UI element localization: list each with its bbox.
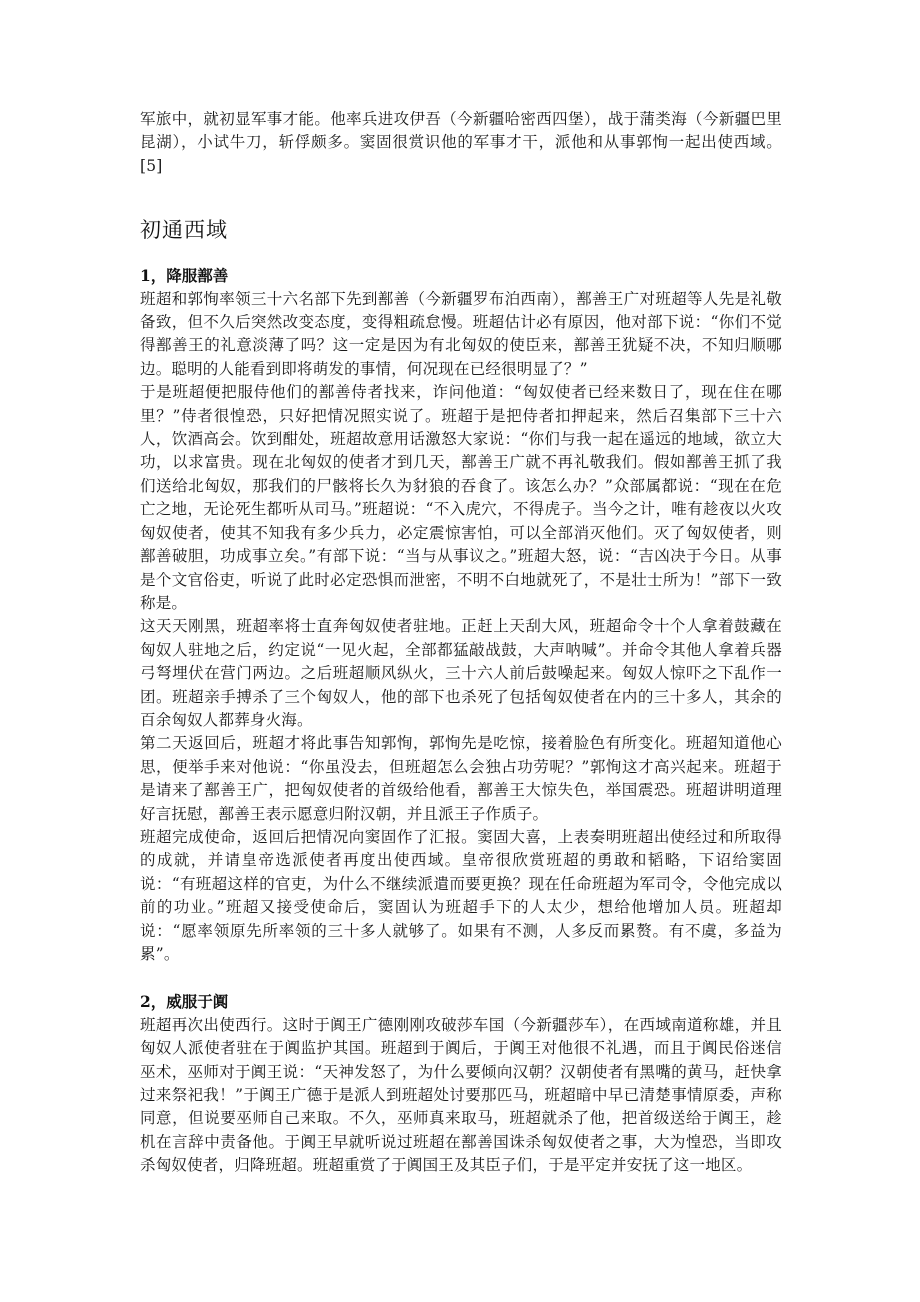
intro-paragraph — [140, 108, 782, 178]
spacer — [140, 178, 782, 216]
body-paragraph: 第二天返回后，班超才将此事告知郭恂，郭恂先是吃惊，接着脸色有所变化。班超知道他心思，便举手来对他说：“你虽没去，但班超怎么会独占功劳呢？”郭恂这才高兴起来。班超于是请来了鄯善王广，把匈奴使者的首级给他看，鄯善王大惊失色，举国震恐。班超讲明道理好言抚慰，鄯善王表示愿意归附汉朝，并且派王子作质子。 — [140, 734, 782, 823]
intro-text: 军旅中，就初显军事才能。他率兵进攻伊吾（今新疆哈密西四堡），战于蒲类海（今新疆巴里昆湖），小试牛刀，斩俘颇多。窦固很赏识他的军事才干，派他和从事郭恂一起出使西域。 — [140, 110, 782, 152]
section-heading: 初通西域 — [140, 218, 228, 243]
body-paragraph: 班超和郭恂率领三十六名部下先到鄯善（今新疆罗布泊西南），鄯善王广对班超等人先是礼敬备致，但不久后突然改变态度，变得粗疏怠慢。班超估计必有原因，他对部下说：“你们不觉得鄯善王的礼意淡薄了吗？这一定是因为有北匈奴的使臣来，鄯善王犹疑不决，不知归顺哪边。聪明的人能看到即将萌发的事情，何况现在已经很明显了？” — [140, 289, 782, 378]
body-paragraph: 班超完成使命，返回后把情况向窦固作了汇报。窦固大喜，上表奏明班超出使经过和所取得的成就，并请皇帝选派使者再度出使西域。皇帝很欣赏班超的勇敢和韬略，下诏给窦固说：“有班超这样的官吏，为什么不继续派遣而要更换？现在任命班超为军司令，令他完成以前的功业。”班超又接受使命后，窦固认为班超手下的人太少，想给他增加人员。班超却说：“愿率领原先所率领的三十多人就够了。如果有不测，人多反而累赘。有不虞，多益为累”。 — [140, 827, 782, 963]
body-paragraph: 这天天刚黑，班超率将士直奔匈奴使者驻地。正赶上天刮大风，班超命令十个人拿着鼓藏在匈奴人驻地之后，约定说“一见火起，全部都猛敲战鼓，大声呐喊”。并命令其他人拿着兵器弓弩埋伏在营门两边。之后班超顺风纵火，三十六人前后鼓噪起来。匈奴人惊吓之下乱作一团。班超亲手搏杀了三个匈奴人，他的部下也杀死了包括匈奴使者在内的三十多人，其余的百余匈奴人都葬身火海。 — [140, 617, 782, 729]
spacer — [140, 244, 782, 264]
body-paragraph: 班超再次出使西行。这时于阗王广德刚刚攻破莎车国（今新疆莎车），在西域南道称雄，并且匈奴人派使者驻在于阗监护其国。班超到于阗后，于阗王对他很不礼遇，而且于阗民俗迷信巫术，巫师对于阗王说：“天神发怒了，为什么要倾向汉朝？汉朝使者有黑嘴的黄马，赶快拿过来祭祀我！”于阗王广德于是派人到班超处讨要那匹马，班超暗中早已清楚事情原委，声称同意，但说要巫师自己来取。不久，巫师真来取马，班超就杀了他，把首级送给于阗王，趁机在言辞中责备他。于阗王早就听说过班超在鄯善国诛杀匈奴使者之事，大为惶恐，当即攻杀匈奴使者，归降班超。班超重赏了于阗国王及其臣子们，于是平定并安抚了这一地区。 — [140, 1015, 782, 1175]
spacer — [140, 966, 782, 990]
body-paragraph: 于是班超便把服侍他们的鄯善侍者找来，诈问他道：“匈奴使者已经来数日了，现在住在哪里？”侍者很惶恐，只好把情况照实说了。班超于是把侍者扣押起来，然后召集部下三十六人，饮酒高会。饮到酣处，班超故意用话激怒大家说：“你们与我一起在遥远的地域，欲立大功，以求富贵。现在北匈奴的使者才到几天，鄯善王广就不再礼敬我们。假如鄯善王抓了我们送给北匈奴，那我们的尸骸将长久为豺狼的吞食了。该怎么办？”众部属都说：“现在在危亡之地，无论死生都听从司马。”班超说：“不入虎穴，不得虎子。当今之计，唯有趁夜以火攻匈奴使者，使其不知我有多少兵力，必定震惊害怕，可以全部消灭他们。灭了匈奴使者，则鄯善破胆，功成事立矣。”有部下说：“当与从事议之。”班超大怒，说：“吉凶决于今日。从事是个文官俗吏，听说了此时必定恐惧而泄密，不明不白地就死了，不是壮士所为！”部下一致称是。 — [140, 383, 782, 612]
subsection-heading-2: 2，威服于阗 — [140, 992, 229, 1012]
citation-reference[interactable]: [5] — [140, 156, 163, 175]
subsection-heading-1: 1，降服鄯善 — [140, 266, 229, 286]
